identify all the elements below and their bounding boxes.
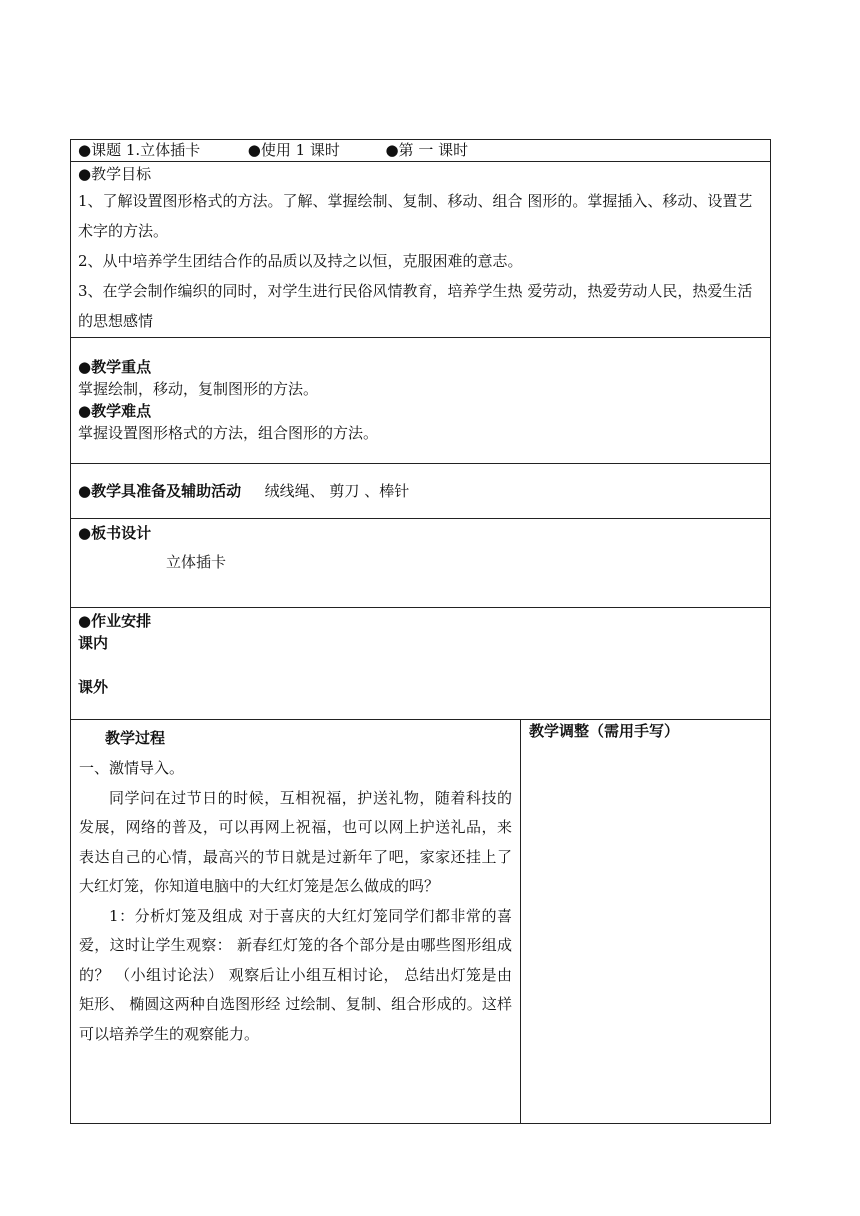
process-title: 教学过程	[105, 729, 166, 747]
preparation-row	[71, 464, 771, 519]
key-points-text: 掌握绘制，移动，复制图形的方法。	[78, 380, 319, 398]
preparation-title: ●教学具准备及辅助活动	[78, 482, 242, 500]
process-section-1: 一、激情导入。	[79, 759, 185, 777]
lesson-plan-document	[70, 139, 770, 1124]
process-paragraph-2: 1：分析灯笼及组成 对于喜庆的大红灯笼同学们都非常的喜爱，这时让学生观察： 新春红灯笼的各个部分是由哪些图形组成的？ （小组讨论法） 观察后让小组互相讨论， 总结出灯笼是由矩形、 椭圆这两种自选图形经 过绘制、复制、组合形成的。这样可以培养学生的观察能力。	[79, 906, 512, 1043]
key-points-row	[71, 338, 771, 464]
lesson-plan-table	[70, 139, 771, 1124]
usage-label: ●使用 1 课时	[247, 141, 340, 159]
objectives-title: ●教学目标	[78, 165, 152, 183]
adjustment-cell	[521, 720, 771, 1124]
difficulties-title: ●教学难点	[78, 402, 152, 420]
board-content: 立体插卡	[166, 553, 227, 571]
objective-item-2: 2、从中培养学生团结合作的品质以及持之以恒，克服困难的意志。	[78, 252, 523, 270]
adjustment-title: 教学调整（需用手写）	[529, 722, 680, 740]
process-cell	[71, 720, 521, 1124]
objective-item-1: 1、了解设置图形格式的方法。了解、掌握绘制、复制、移动、组合 图形的。掌握插入、移动、设置艺术字的方法。	[78, 192, 753, 240]
topic-label: ●课题 1.立体插卡	[78, 141, 201, 159]
board-design-row	[71, 519, 771, 608]
board-title: ●板书设计	[78, 524, 152, 542]
homework-in-class: 课内	[78, 634, 109, 652]
preparation-items: 绒线绳、 剪刀 、棒针	[264, 482, 410, 500]
key-points-title: ●教学重点	[78, 358, 152, 376]
objective-item-3: 3、在学会制作编织的同时，对学生进行民俗风情教育，培养学生热 爱劳动，热爱劳动人民，热爱生活的思想感情	[78, 282, 753, 330]
period-label: ●第 一 课时	[385, 141, 469, 159]
difficulties-text: 掌握设置图形格式的方法，组合图形的方法。	[78, 424, 379, 442]
homework-after-class: 课外	[78, 678, 109, 696]
objectives-row	[71, 162, 771, 338]
process-row	[71, 720, 771, 1124]
process-paragraph-1: 同学问在过节日的时候，互相祝福，护送礼物，随着科技的发展，网络的普及，可以再网上祝福，也可以网上护送礼品，来表达自己的心情，最高兴的节日就是过新年了吧，家家还挂上了大红灯笼，你知道电脑中的大红灯笼是怎么做成的吗？	[79, 788, 512, 895]
homework-title: ●作业安排	[78, 612, 152, 630]
header-row	[71, 140, 771, 162]
homework-row	[71, 608, 771, 720]
